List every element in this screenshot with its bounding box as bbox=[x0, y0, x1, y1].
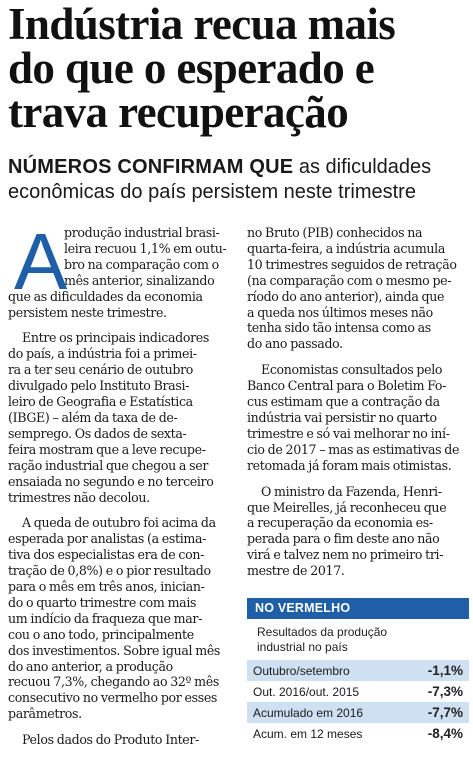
row-value: -1,1% bbox=[427, 663, 463, 678]
text-line: quarta-feira, a indústria acumula bbox=[247, 240, 446, 256]
text-line: consecutivo no vermelho por esses bbox=[8, 690, 218, 706]
row-label: Acum. em 12 meses bbox=[253, 726, 363, 741]
text-line: semprego. Os dados de sexta- bbox=[8, 425, 187, 441]
row-label: Out. 2016/out. 2015 bbox=[253, 684, 360, 699]
text-line: dos investimentos. Sobre igual mês bbox=[8, 642, 221, 658]
row-value: -7,3% bbox=[427, 684, 463, 699]
caption-line: Resultados da produção bbox=[257, 625, 388, 639]
article-column-2 bbox=[247, 225, 469, 579]
subheadline-kicker: NÚMEROS CONFIRMAM QUE bbox=[8, 156, 294, 178]
text-line: mestre de 2017. bbox=[247, 563, 345, 579]
text-line: virá e talvez nem no primeiro tri- bbox=[247, 547, 444, 563]
text-line: do o quarto trimestre com mais bbox=[8, 594, 197, 610]
row-value: -8,4% bbox=[427, 726, 463, 741]
text-line: do ano passado. bbox=[247, 336, 343, 352]
text-line: ensaiada no segundo e no terceiro bbox=[8, 473, 214, 489]
text-line: A queda de outubro foi acima da bbox=[22, 515, 216, 531]
table-row bbox=[247, 681, 469, 702]
text-line: 10 trimestres seguidos de retração bbox=[247, 256, 457, 272]
subheadline-text: as dificuldades bbox=[293, 156, 432, 178]
text-line: um indício da fraqueza que mar- bbox=[8, 610, 202, 626]
text-line: retomada já foram mais otimistas. bbox=[247, 457, 452, 473]
subheadline-line bbox=[8, 155, 470, 180]
text-line: indústria vai persistir no quarto bbox=[247, 409, 437, 425]
paragraph bbox=[8, 330, 230, 505]
text-line: (IBGE) – além da taxa de de- bbox=[8, 409, 178, 425]
text-line: do país, a indústria foi a primei- bbox=[8, 346, 197, 362]
text-line: feira mostram que a leve recupe- bbox=[8, 441, 206, 457]
headline-line: do que o esperado e bbox=[8, 43, 375, 93]
subheadline bbox=[8, 155, 470, 205]
text-line: divulgado pelo Instituto Brasi- bbox=[8, 378, 190, 394]
text-line: tenha sido tão intensa como as bbox=[247, 320, 431, 336]
table-row bbox=[247, 702, 469, 723]
text-line: para o mês em três anos, inician- bbox=[8, 579, 205, 595]
text-line: recuou 7,3%, chegando ao 32º mês bbox=[8, 674, 219, 690]
text-line: cou o ano todo, principalmente bbox=[8, 626, 194, 642]
text-line: cio de 2017 – mas as estimativas de bbox=[247, 441, 460, 457]
table-row bbox=[247, 723, 469, 744]
paragraph bbox=[8, 515, 230, 722]
text-line: leira recuou 1,1% em outu- bbox=[64, 240, 227, 256]
drop-cap: A bbox=[14, 217, 68, 306]
text-line: parâmetros. bbox=[8, 706, 82, 722]
row-label: Outubro/setembro bbox=[253, 663, 350, 678]
text-line: que Meirelles, já reconheceu que bbox=[247, 499, 447, 515]
data-box-caption bbox=[257, 625, 459, 655]
text-line: Pelos dados do Produto Inter- bbox=[22, 732, 199, 748]
text-line: mês anterior, sinalizando bbox=[64, 272, 215, 288]
headline-line: Indústria recua mais bbox=[8, 0, 396, 49]
text-line: ra a ter seu cenário de outubro bbox=[8, 362, 193, 378]
text-line: bro na comparação com o bbox=[64, 256, 219, 272]
row-label: Acumulado em 2016 bbox=[253, 705, 364, 720]
subheadline-line: econômicas do país persistem neste trimestre bbox=[8, 181, 416, 203]
text-line: Entre os principais indicadores bbox=[22, 330, 209, 346]
text-line: no Bruto (PIB) conhecidos na bbox=[247, 225, 423, 240]
data-box-body bbox=[247, 619, 469, 744]
text-line: cus estimam que a contração da bbox=[247, 394, 440, 410]
text-line: O ministro da Fazenda, Henri- bbox=[261, 483, 442, 499]
paragraph bbox=[8, 732, 230, 748]
headline bbox=[8, 0, 470, 137]
row-value: -7,7% bbox=[427, 705, 463, 720]
text-line: trimestres não decolou. bbox=[8, 489, 150, 505]
paragraph bbox=[247, 225, 469, 352]
text-line: perada para o fim deste ano não bbox=[247, 531, 440, 547]
text-line: tração de 0,8%) e o pior resultado bbox=[8, 563, 211, 579]
text-line: Banco Central para o Boletim Fo- bbox=[247, 378, 447, 394]
caption-line: industrial no país bbox=[257, 640, 348, 654]
text-line: (na comparação com o mesmo pe- bbox=[247, 272, 452, 288]
text-line: tiva dos especialistas era de con- bbox=[8, 547, 205, 563]
data-box bbox=[247, 598, 469, 744]
text-line: que as dificuldades da economia bbox=[8, 288, 203, 304]
text-line: trimestre e só vai melhorar no iní- bbox=[247, 425, 450, 441]
text-line: leiro de Geografia e Estatística bbox=[8, 394, 193, 410]
text-line: produção industrial brasi- bbox=[64, 225, 220, 240]
text-line: persistem neste trimestre. bbox=[8, 304, 167, 320]
text-line: a recuperação da economia es- bbox=[247, 515, 433, 531]
headline-line: trava recuperação bbox=[8, 87, 349, 137]
paragraph bbox=[247, 362, 469, 473]
text-line: Economistas consultados pelo bbox=[261, 362, 443, 378]
lead-paragraph bbox=[8, 217, 230, 320]
paragraph bbox=[247, 484, 469, 579]
table-row bbox=[247, 660, 469, 681]
data-box-title: NO VERMELHO bbox=[247, 598, 469, 619]
text-line: esperada por analistas (a estima- bbox=[8, 531, 207, 547]
text-line: ração industrial que chegou a ser bbox=[8, 457, 208, 473]
text-line: do ano anterior, a produção bbox=[8, 658, 173, 674]
text-line: a queda nos últimos meses não bbox=[247, 304, 433, 320]
article-column-1 bbox=[8, 217, 230, 748]
text-line: ríodo do ano anterior), ainda que bbox=[247, 288, 445, 304]
